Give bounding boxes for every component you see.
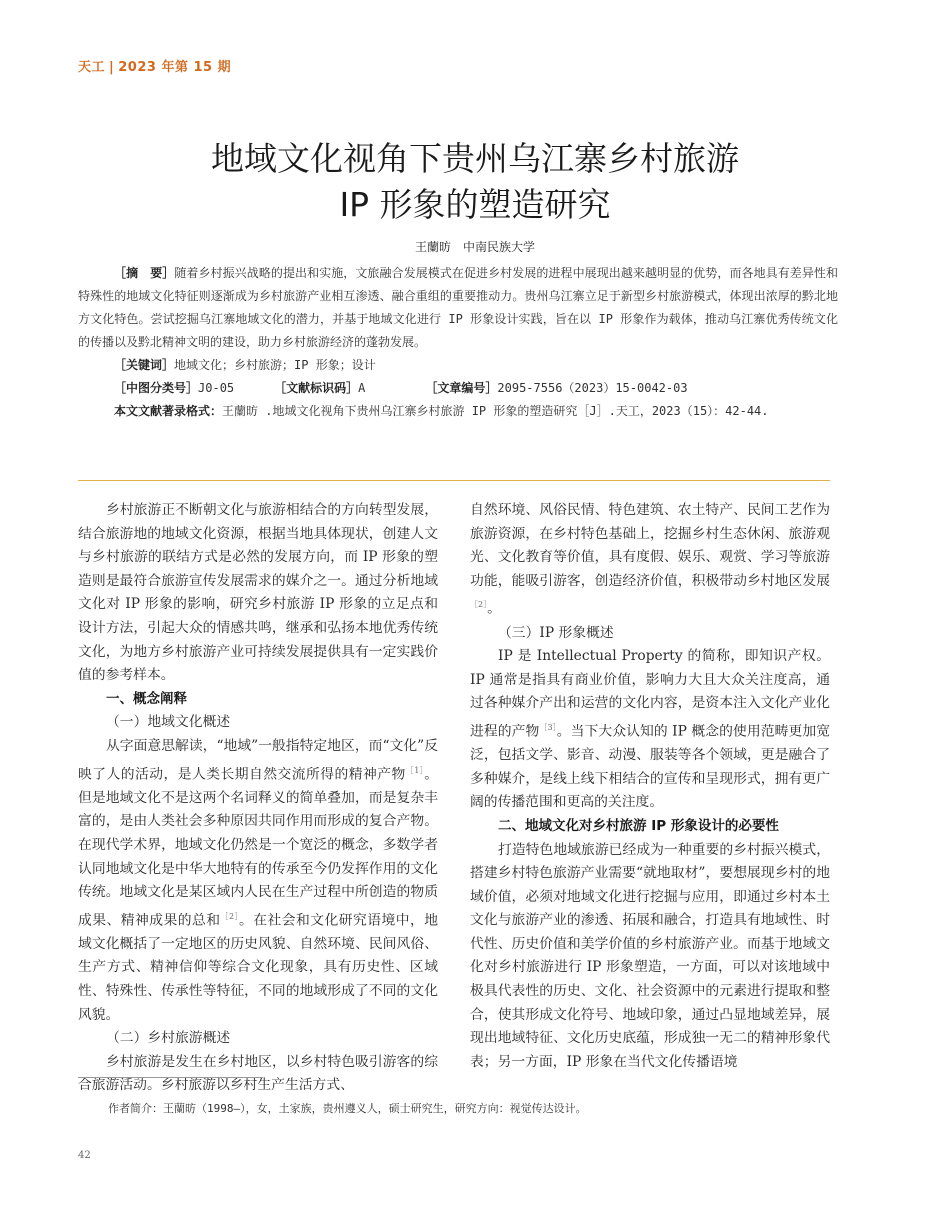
necessity-paragraph: 打造特色地域旅游已经成为一种重要的乡村振兴模式，搭建乡村特色旅游产业需要“就地取材”，要想展现乡村的地域价值，必须对地域文化进行挖掘与应用，即通过乡村本土文化与旅游产业的渗透、拓展和融合，打造具有地域性、时代性、历史价值和美学价值的乡村旅游产业。而基于地域文化对乡村旅游进行 IP 形象塑造，一方面，可以对该地域中极具代表性的历史、文化、社会资源中的元素进行提取和整合，使其形成文化符号、地域印象，通过凸显地域差异，展现出地域特征、文化历史底蕴，形成独一无二的精神形象代表；另一方面，IP 形象在当代文化传播语境 [470,841,830,1070]
text-run: 从字面意思解读，“地域”一般指特定地区，而“文化”反映了人的活动，是人类长期自然交流所得的精神产物 [78,737,438,783]
right-column [470,499,830,1074]
text-run: IP 是 Intellectual Property 的简称，即知识产权。IP 通常是指具有商业价值，影响力大且大众关注度高，通过各种媒介产出和运营的文化内容，是资本注入文化产业化进程的产物 [470,648,830,740]
footnote-label: 作者简介： [108,1102,163,1115]
text-run: 自然环境、风俗民情、特色建筑、农土特产、民间工艺作为旅游资源，在乡村特色基础上，挖掘乡村生态休闲、旅游观光、文化教育等价值，具有度假、娱乐、观赏、学习等旅游功能，能吸引游客，创造经济价值，积极带动乡村地区发展 [470,502,830,589]
footnote-text: 王蘭昉（1998—），女，土家族，贵州遵义人，硕士研究生，研究方向：视觉传达设计。 [163,1102,587,1115]
section-heading-1: 一、概念阐释 [106,690,187,707]
journal-header [78,56,231,75]
doc-code-label: ［文献标识码］ [274,381,359,395]
citation-text: 王蘭昉 .地域文化视角下贵州乌江寨乡村旅游 IP 形象的塑造研究［J］.天工，2023（15）：42-44. [222,404,769,418]
classification-row [78,377,838,400]
author-name: 王蘭昉 [414,240,451,254]
author-footnote [108,1100,587,1116]
keywords-label: ［关键词］ [114,358,175,372]
header-separator: | [109,60,115,75]
text-run: 。在社会和文化研究语境中，地域文化概括了一定地区的历史风貌、自然环境、民间风俗、生产方式、精神信仰等综合文化现象，具有历史性、区域性、特殊性、传承性等特征，不同的地域形成了不同的文化风貌。 [78,912,438,1023]
page-number: 42 [78,1150,91,1161]
clc-label: ［中图分类号］ [114,381,199,395]
text-run: 。但是地域文化不是这两个名词释义的简单叠加，而是复杂丰富的，是由人类社会多种原因共同作用而形成的复合产物。在现代学术界，地域文化仍然是一个宽泛的概念，多数学者认同地域文化是中华大地特有的传承至今仍发挥作用的文化传统。地域文化是某区域内人民在生产过程中所创造的物质成果、精神成果的总和 [78,766,438,929]
ip-overview-paragraph [470,645,830,815]
citation [78,400,838,423]
author-affiliation: 中南民族大学 [463,240,536,254]
reference-3: ［3］ [539,722,557,732]
subsection-heading-1-3: （三）IP 形象概述 [498,624,614,641]
citation-label: 本文文献著录格式： [114,404,223,418]
journal-name: 天工 [78,60,106,75]
article-number-label: ［文章编号］ [425,381,498,395]
doc-code-value: A [358,381,366,395]
reference-1: ［1］ [405,765,425,775]
section-heading-2: 二、地域文化对乡村旅游 IP 形象设计的必要性 [498,817,779,834]
subsection-heading-1-2: （二）乡村旅游概述 [106,1030,231,1047]
author-line [0,238,950,255]
rural-tourism-paragraph: 乡村旅游是发生在乡村地区，以乡村特色吸引游客的综合旅游活动。乡村旅游以乡村生产生活方式、 [78,1053,438,1094]
rural-tourism-continued [470,499,830,622]
title-line-1: 地域文化视角下贵州乌江寨乡村旅游 [211,139,739,178]
abstract-block [78,262,838,423]
left-column [78,499,438,1098]
footnote-divider [78,1077,263,1078]
reference-2: ［2］ [220,911,239,921]
keywords [78,354,838,377]
text-run: 。当下大众认知的 IP 概念的使用范畴更加宽泛，包括文学、影音、动漫、服装等各个领域，更是融合了多种媒介，是线上线下相结合的宣传和呈现形式，拥有更广阔的传播范围和更高的关注度。 [470,723,831,811]
journal-issue: 2023 年第 15 期 [118,60,232,75]
article-number-value: 2095-7556（2023）15-0042-03 [497,381,688,395]
abstract [78,262,838,354]
keywords-text: 地域文化；乡村旅游；IP 形象；设计 [174,358,376,372]
section-divider [78,480,830,481]
subsection-heading-1-1: （一）地域文化概述 [106,714,231,731]
text-run: 。 [487,600,501,617]
reference-2: ［2］ [470,600,488,610]
abstract-label: ［摘 要］ [114,266,175,280]
article-title [0,136,950,228]
title-line-2: IP 形象的塑造研究 [339,185,611,224]
intro-paragraph: 乡村旅游正不断朝文化与旅游相结合的方向转型发展，结合旅游地的地域文化资源，根据当地具体现状，创建人文与乡村旅游的联结方式是必然的发展方向，而 IP 形象的塑造则是最符合旅游宣传发展需求的媒介之一。通过分析地域文化对 IP 形象的影响，研究乡村旅游 IP 形象的立足点和设计方法，引起大众的情感共鸣，继承和弘扬本地优秀传统文化，为地方乡村旅游产业可持续发展提供具有一定实践价值的参考样本。 [78,502,438,684]
abstract-text: 随着乡村振兴战略的提出和实施，文旅融合发展模式在促进乡村发展的进程中展现出越来越明显的优势，而各地具有差异性和特殊性的地域文化特征则逐渐成为乡村旅游产业相互渗透、融合重组的重要推动力。贵州乌江寨立足于新型乡村旅游模式，体现出浓厚的黔北地方文化特色。尝试挖掘乌江寨地域文化的潜力，并基于地域文化进行 IP 形象设计实践，旨在以 IP 形象作为载体，推动乌江寨优秀传统文化的传播以及黔北精神文明的建设，助力乡村旅游经济的蓬勃发展。 [78,266,838,349]
regional-culture-paragraph [78,735,438,1027]
clc-value: J0-05 [198,381,235,395]
